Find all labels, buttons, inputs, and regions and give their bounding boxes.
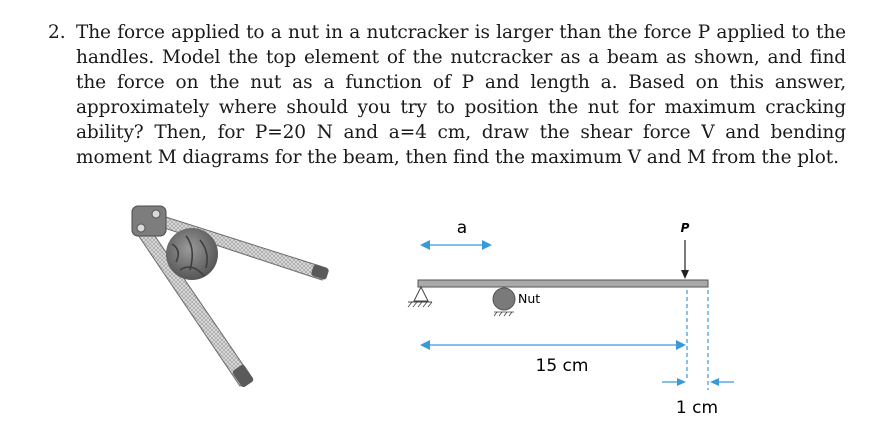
dimension-arrow-1cm bbox=[662, 378, 734, 386]
dimension-arrow-15cm bbox=[420, 340, 686, 350]
hinge-pin-icon bbox=[152, 210, 160, 218]
pin-support-icon bbox=[408, 287, 432, 307]
beam-diagram bbox=[408, 218, 734, 418]
force-arrow-P bbox=[681, 240, 689, 279]
beam bbox=[418, 280, 708, 287]
label-nut: Nut bbox=[518, 291, 541, 306]
label-P: P bbox=[680, 221, 690, 235]
label-a: a bbox=[456, 218, 468, 238]
problem-number: 2. bbox=[48, 22, 66, 43]
label-15cm: 15 cm bbox=[535, 356, 589, 376]
nut-support bbox=[493, 288, 515, 316]
problem-text: The force applied to a nut in a nutcracker is larger than the force P applied to the handles. Model the top element of the nutcracker as a beam as shown, and find the force on the nut as a function of P and length a. Based on this answer, approximately where should you try to position the nut for maximum cracking ability? Then, for P=20 N and a=4 cm, draw the shear force V and bending moment M diagrams for the beam, then find the maximum V and M from the plot. bbox=[76, 22, 846, 168]
hinge-pin-icon bbox=[137, 224, 145, 232]
nutcracker-illustration bbox=[132, 206, 329, 388]
label-1cm: 1 cm bbox=[675, 398, 719, 418]
dimension-arrow-a bbox=[420, 240, 492, 250]
